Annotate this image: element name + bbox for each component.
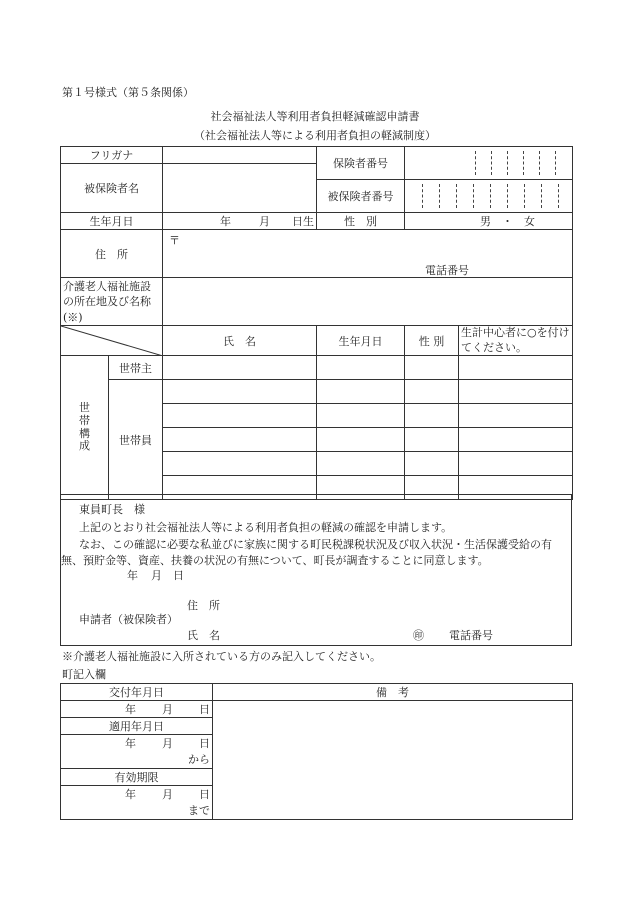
dob-year: 年 (220, 215, 232, 228)
household-side-label: 世帯構成 (61, 356, 109, 500)
form-number: 第１号様式（第５条関係） (62, 86, 194, 99)
date-day: 日 (173, 569, 184, 582)
apply-date-label: 適用年月日 (61, 718, 213, 735)
facility-label: 介護老人福祉施設の所在地及び名称(※) (61, 278, 163, 326)
member-center-input[interactable] (459, 380, 573, 404)
expiry-label: 有効期限 (61, 769, 213, 786)
apply-date-input[interactable]: 年 月 日 から (61, 735, 213, 769)
member-gender-input[interactable] (405, 428, 459, 452)
member-name-input[interactable] (163, 428, 317, 452)
member-gender-input[interactable] (405, 404, 459, 428)
expiry-date-input[interactable]: 年 月 日 まで (61, 786, 213, 820)
form-title: 社会福祉法人等利用者負担軽減確認申請書 (210, 110, 420, 123)
applicant-name-label: 氏 名 (187, 629, 220, 642)
dob-label: 生年月日 (61, 213, 163, 230)
household-col-gender: 性 別 (405, 326, 459, 356)
household-head-label: 世帯主 (109, 356, 163, 380)
member-dob-input[interactable] (317, 380, 405, 404)
until-label: まで (188, 803, 210, 817)
member-name-input[interactable] (163, 404, 317, 428)
member-gender-input[interactable] (405, 380, 459, 404)
postal-mark: 〒 (169, 234, 181, 247)
insured-number-input[interactable] (405, 180, 573, 213)
address-phone-label: 電話番号 (425, 264, 470, 277)
insured-person-label: 被保険者名 (61, 164, 163, 213)
household-col-center: 生計中心者に○を付けてください。 (459, 326, 573, 356)
member-gender-input[interactable] (405, 452, 459, 476)
household-col-name: 氏 名 (163, 326, 317, 356)
applicant-label: 申請者（被保険者） (79, 613, 178, 626)
insured-number-label: 被保険者番号 (317, 180, 405, 213)
declaration-line2: なお、この確認に必要な私並びに家族に関する町民税課税状況及び収入状況・生活保護受給の有無、預貯金等、資産、扶養の状況の有無について、町長が調査することに同意します。 (61, 538, 552, 567)
office-table (60, 683, 573, 820)
head-name-input[interactable] (163, 356, 317, 380)
member-dob-input[interactable] (317, 452, 405, 476)
from-label: から (188, 752, 210, 766)
member-center-input[interactable] (459, 428, 573, 452)
issue-date-input[interactable]: 年 月 日 (61, 701, 213, 718)
insurer-number-label: 保険者番号 (317, 147, 405, 180)
form-subtitle: （社会福祉法人等による利用者負担の軽減制度） (194, 129, 436, 142)
declaration-line1: 上記のとおり社会福祉法人等による利用者負担の軽減の確認を申請します。 (79, 521, 453, 534)
addressee: 東員町長 様 (79, 503, 145, 516)
insured-person-input[interactable] (163, 164, 317, 213)
diagonal-line (61, 326, 163, 356)
member-center-input[interactable] (459, 404, 573, 428)
office-heading: 町記入欄 (62, 668, 106, 681)
applicant-address-label: 住 所 (187, 599, 220, 612)
member-dob-input[interactable] (317, 428, 405, 452)
head-dob-input[interactable] (317, 356, 405, 380)
seal-mark: ㊞ (413, 629, 424, 642)
dob-input[interactable] (163, 213, 317, 230)
member-dob-input[interactable] (317, 404, 405, 428)
furigana-label: フリガナ (61, 147, 163, 164)
applicant-phone-label: 電話番号 (449, 629, 493, 642)
dob-month: 月 (259, 215, 271, 228)
facility-input[interactable] (163, 278, 573, 326)
address-label: 住 所 (61, 230, 163, 278)
date-year: 年 (127, 569, 138, 582)
applicant-table (60, 146, 573, 500)
remarks-input[interactable] (213, 701, 573, 820)
insurer-number-input[interactable] (405, 147, 573, 180)
head-gender-input[interactable] (405, 356, 459, 380)
head-center-input[interactable] (459, 356, 573, 380)
household-member-label: 世帯員 (109, 380, 163, 500)
household-col-dob: 生年月日 (317, 326, 405, 356)
date-month: 月 (151, 569, 162, 582)
remarks-label: 備 考 (213, 684, 573, 701)
furigana-input[interactable] (163, 147, 317, 164)
address-input[interactable] (163, 230, 573, 278)
note-text: ※介護老人福祉施設に入所されている方のみ記入してください。 (62, 650, 381, 663)
declaration-box (60, 494, 572, 646)
member-name-input[interactable] (163, 452, 317, 476)
gender-options[interactable]: 男 ・ 女 (405, 213, 573, 230)
dob-day: 日生 (292, 215, 315, 228)
diagonal-header-cell (61, 326, 163, 356)
member-center-input[interactable] (459, 452, 573, 476)
issue-date-label: 交付年月日 (61, 684, 213, 701)
gender-label: 性 別 (317, 213, 405, 230)
member-name-input[interactable] (163, 380, 317, 404)
